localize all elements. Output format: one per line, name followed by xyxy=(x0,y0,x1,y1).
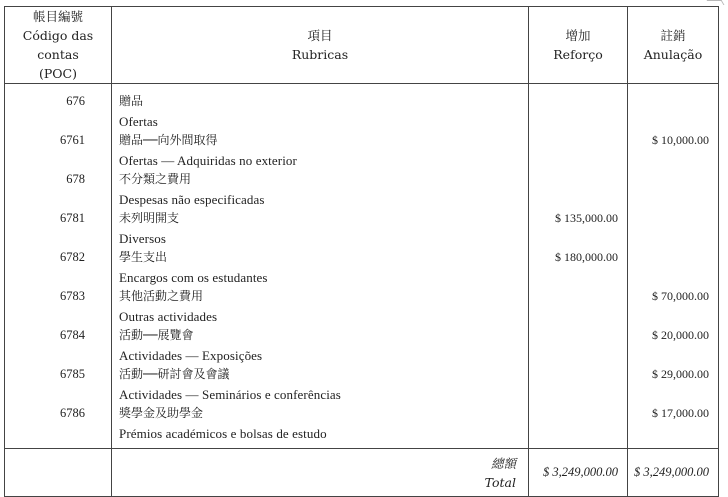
rubric-pt: Diversos xyxy=(112,229,529,249)
table-row xyxy=(5,84,719,112)
account-code: 6761 xyxy=(5,131,112,151)
account-code: 678 xyxy=(5,170,112,190)
rubric-zh: 活動──展覽會 xyxy=(112,326,529,346)
table-row xyxy=(5,170,719,190)
total-label: 總額 Total xyxy=(112,449,529,497)
account-code: 6786 xyxy=(5,404,112,424)
account-code: 6784 xyxy=(5,326,112,346)
table-row xyxy=(5,287,719,307)
rubric-pt: Actividades — Exposições xyxy=(112,346,529,366)
table-row xyxy=(5,131,719,151)
rubric-pt: Outras actividades xyxy=(112,307,529,327)
amount-reinforcement: $ 180,000.00 xyxy=(529,248,628,268)
table-row xyxy=(5,209,719,229)
amount-annulment: $ 17,000.00 xyxy=(628,404,719,424)
amount-annulment: $ 29,000.00 xyxy=(628,365,719,385)
table-row xyxy=(5,190,719,210)
account-code: 6781 xyxy=(5,209,112,229)
rubric-zh: 活動──研討會及會議 xyxy=(112,365,529,385)
budget-table xyxy=(4,6,719,497)
rubric-zh: 贈品 xyxy=(112,84,529,112)
account-code: 6785 xyxy=(5,365,112,385)
header-code: 帳目編號 Código das contas (POC) xyxy=(5,7,112,84)
total-annulment: $ 3,249,000.00 xyxy=(628,449,719,497)
rubric-pt: Despesas não especificadas xyxy=(112,190,529,210)
amount-annulment xyxy=(628,170,719,190)
rubric-zh: 未列明開支 xyxy=(112,209,529,229)
rubric-zh: 贈品──向外間取得 xyxy=(112,131,529,151)
header-rubric: 項目 Rubricas xyxy=(112,7,529,84)
amount-annulment: $ 70,000.00 xyxy=(628,287,719,307)
amount-annulment xyxy=(628,84,719,112)
account-code: 6783 xyxy=(5,287,112,307)
amount-annulment xyxy=(628,248,719,268)
account-code: 676 xyxy=(5,84,112,112)
rubric-pt: Prémios académicos e bolsas de estudo xyxy=(112,424,529,449)
amount-annulment: $ 20,000.00 xyxy=(628,326,719,346)
amount-reinforcement xyxy=(529,404,628,424)
amount-reinforcement: $ 135,000.00 xyxy=(529,209,628,229)
amount-annulment xyxy=(628,209,719,229)
amount-reinforcement xyxy=(529,365,628,385)
rubric-zh: 學生支出 xyxy=(112,248,529,268)
table-row xyxy=(5,248,719,268)
total-row xyxy=(5,449,719,497)
total-reinforcement: $ 3,249,000.00 xyxy=(529,449,628,497)
rubric-zh: 獎學金及助學金 xyxy=(112,404,529,424)
corner-mark xyxy=(707,0,725,5)
table-row xyxy=(5,404,719,424)
table-row xyxy=(5,385,719,405)
rubric-pt: Actividades — Seminários e conferências xyxy=(112,385,529,405)
table-row xyxy=(5,112,719,132)
table-row xyxy=(5,346,719,366)
amount-reinforcement xyxy=(529,326,628,346)
amount-reinforcement xyxy=(529,84,628,112)
rubric-zh: 不分類之費用 xyxy=(112,170,529,190)
header-reinforcement: 增加 Reforço xyxy=(529,7,628,84)
table-row xyxy=(5,229,719,249)
amount-reinforcement xyxy=(529,287,628,307)
rubric-pt: Ofertas — Adquiridas no exterior xyxy=(112,151,529,171)
amount-reinforcement xyxy=(529,170,628,190)
table-row xyxy=(5,365,719,385)
amount-reinforcement xyxy=(529,131,628,151)
table-row xyxy=(5,326,719,346)
table-row xyxy=(5,268,719,288)
header-annulment: 註銷 Anulação xyxy=(628,7,719,84)
rubric-pt: Encargos com os estudantes xyxy=(112,268,529,288)
table-row xyxy=(5,151,719,171)
table-row xyxy=(5,307,719,327)
table-row xyxy=(5,424,719,449)
amount-annulment: $ 10,000.00 xyxy=(628,131,719,151)
table-body xyxy=(5,84,719,449)
header-row xyxy=(5,7,719,84)
account-code: 6782 xyxy=(5,248,112,268)
rubric-zh: 其他活動之費用 xyxy=(112,287,529,307)
rubric-pt: Ofertas xyxy=(112,112,529,132)
